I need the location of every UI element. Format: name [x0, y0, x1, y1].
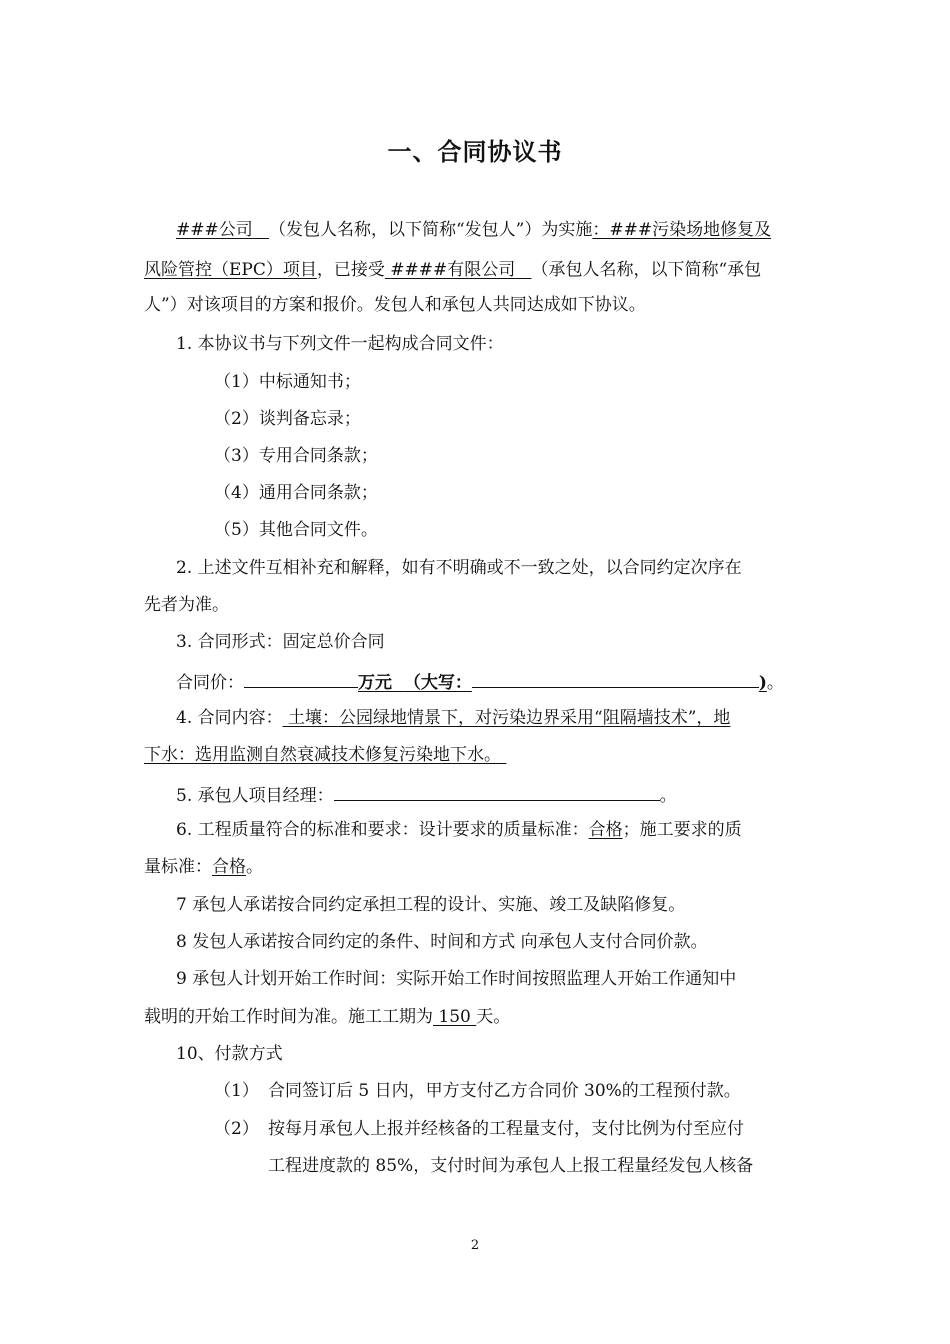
quality-text-a: 6. 工程质量符合的标准和要求：设计要求的质量标准： — [176, 820, 589, 840]
quality-text-d: 。 — [246, 857, 263, 877]
intro-line-2 — [144, 259, 761, 281]
payment-2-line-1: 按每月承包人上报并经核备的工程量支付，支付比例为付至应付 — [268, 1119, 744, 1139]
construction-quality-grade: 合格 — [212, 857, 246, 877]
doc-item-3: （3）专用合同条款； — [214, 446, 378, 466]
pm-end: 。 — [659, 786, 677, 806]
item-2-line-1: 2. 上述文件互相补充和解释，如有不明确或不一致之处，以合同约定次序在 — [176, 558, 742, 578]
employer-name: ###公司 — [176, 220, 253, 240]
price-end: 。 — [766, 673, 784, 693]
item-7: 7 承包人承诺按合同约定承担工程的设计、实施、竣工及缺陷修复。 — [176, 895, 686, 915]
schedule-text-b: 天。 — [476, 1007, 511, 1027]
project-name-part2: 风险管控（EPC）项目 — [144, 260, 317, 280]
pm-label: 5. 承包人项目经理： — [176, 786, 334, 806]
price-label: 合同价： — [176, 673, 244, 693]
content-label: 4. 合同内容： — [176, 708, 283, 728]
doc-item-1: （1）中标通知书； — [214, 372, 361, 392]
item-4-line-2 — [144, 744, 506, 766]
schedule-text-a: 载明的开始工作时间为准。施工工期为 — [144, 1007, 433, 1027]
contractor-note: （承包人名称，以下简称“承包 — [531, 260, 762, 280]
item-6-line-1 — [176, 819, 742, 841]
price-unit: 万元 — [358, 673, 392, 693]
doc-item-2: （2）谈判备忘录； — [214, 409, 361, 429]
doc-item-5: （5）其他合同文件。 — [214, 520, 378, 540]
item-8: 8 发包人承诺按合同约定的条件、时间和方式 向承包人支付合同价款。 — [176, 932, 708, 952]
accepted-text: ，已接受 — [316, 260, 385, 280]
quality-text-c: 量标准： — [144, 857, 212, 877]
contract-price-line — [176, 669, 784, 694]
payment-2-line-2: 工程进度款的 85%，支付时间为承包人上报工程量经发包人核备 — [268, 1156, 754, 1176]
item-9-line-1: 9 承包人计划开始工作时间：实际开始工作时间按照监理人开始工作通知中 — [176, 969, 737, 989]
page-number: 2 — [470, 1238, 480, 1253]
item-9-line-2 — [144, 1006, 510, 1028]
payment-1-text: 合同签订后 5 日内，甲方支付乙方合同价 30%的工程预付款。 — [268, 1081, 741, 1101]
design-quality-grade: 合格 — [588, 820, 623, 840]
doc-item-4: （4）通用合同条款； — [214, 483, 378, 503]
price-daxie-pad — [392, 673, 404, 693]
employer-name-pad — [253, 220, 269, 240]
item-3: 3. 合同形式：固定总价合同 — [176, 632, 385, 652]
intro-line-1 — [176, 219, 771, 241]
price-daxie-label: （大写： — [403, 673, 472, 693]
contractor-name: ####有限公司 — [390, 260, 516, 280]
item-2-line-2: 先者为准。 — [144, 595, 229, 615]
page-title: 一、合同协议书 — [387, 138, 563, 166]
employer-note: （发包人名称，以下简称“发包人”）为实施 — [268, 220, 593, 240]
payment-1-number: （1） — [214, 1081, 259, 1101]
item-4-line-1 — [176, 707, 730, 729]
price-close: ) — [758, 673, 767, 693]
pm-blank — [334, 782, 660, 801]
content-text-2: 下水：选用监测自然衰减技术修复污染地下水。 — [144, 745, 501, 765]
item-1: 1. 本协议书与下列文件一起构成合同文件： — [176, 334, 504, 354]
price-daxie-blank — [472, 669, 759, 688]
quality-text-b: ；施工要求的质 — [622, 820, 742, 840]
construction-days: 150 — [433, 1007, 477, 1027]
item-5 — [176, 782, 677, 807]
project-name-part1: ：###污染场地修复及 — [592, 220, 772, 240]
price-amount-blank — [244, 669, 358, 688]
item-10-title: 10、付款方式 — [176, 1044, 283, 1064]
intro-line-3: 人”）对该项目的方案和报价。发包人和承包人共同达成如下协议。 — [144, 295, 646, 315]
content-text-1: 土壤：公园绿地情景下，对污染边界采用“阻隔墙技术”，地 — [282, 708, 731, 728]
payment-2-number: （2） — [214, 1119, 259, 1139]
item-6-line-2 — [144, 856, 263, 878]
